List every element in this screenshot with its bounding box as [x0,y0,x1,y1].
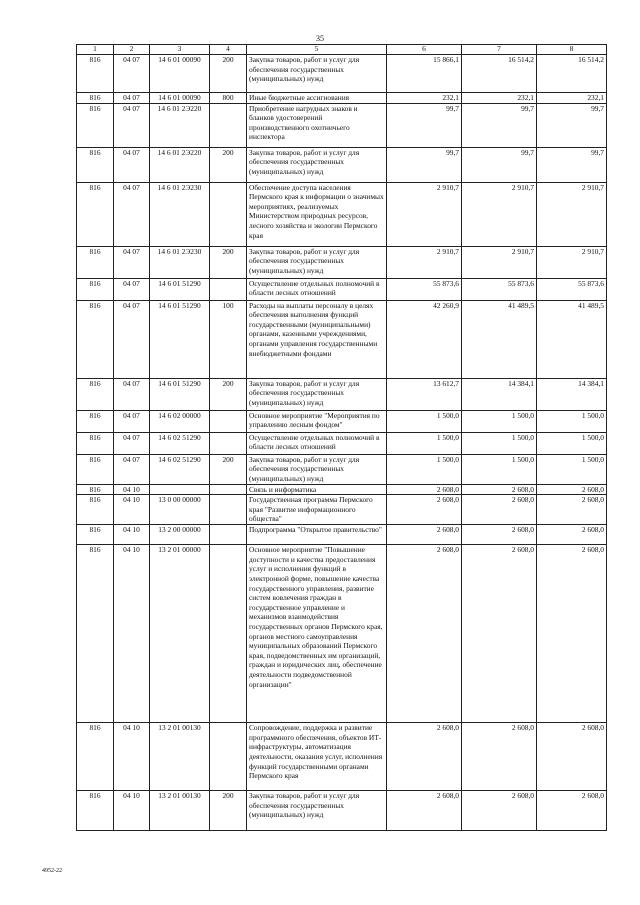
column-header: 4 [210,45,247,55]
expense-type-code: 200 [210,246,247,278]
expense-type-code [210,103,247,147]
document-code: 4952-22 [42,868,62,874]
table-row [77,432,607,454]
target-item-code: 14 6 01 2Э230 [150,182,210,246]
table-row [77,723,607,791]
expense-type-code [210,410,247,432]
budget-holder-code: 816 [77,791,114,831]
expense-type-code: 200 [210,55,247,93]
amount-year-3: 2 608,0 [537,791,607,831]
amount-year-1: 2 910,7 [387,182,462,246]
amount-year-1: 2 608,0 [387,545,462,723]
item-name: Государственная программа Пермского края "Развитие информационного общества" [247,495,387,525]
amount-year-1: 1 500,0 [387,432,462,454]
expense-type-code [210,495,247,525]
amount-year-3: 1 500,0 [537,410,607,432]
section-code: 04 07 [114,147,150,182]
section-code: 04 10 [114,525,150,545]
target-item-code: 14 6 01 2Э230 [150,246,210,278]
amount-year-2: 232,1 [462,93,537,104]
item-name: Закупка товаров, работ и услуг для обеспечения государственных (муниципальных) нужд [247,246,387,278]
table-row [77,278,607,300]
table-row [77,55,607,93]
column-header: 1 [77,45,114,55]
expense-type-code: 200 [210,454,247,484]
amount-year-3: 2 608,0 [537,525,607,545]
target-item-code: 14 6 02 51290 [150,432,210,454]
item-name: Основное мероприятие "Мероприятия по управлению лесным фондом" [247,410,387,432]
section-code: 04 07 [114,246,150,278]
section-code: 04 07 [114,278,150,300]
amount-year-1: 2 608,0 [387,495,462,525]
column-header: 6 [387,45,462,55]
table-row [77,378,607,410]
budget-holder-code: 816 [77,55,114,93]
amount-year-2: 16 514,2 [462,55,537,93]
amount-year-2: 55 873,6 [462,278,537,300]
budget-holder-code: 816 [77,378,114,410]
amount-year-1: 2 910,7 [387,246,462,278]
item-name: Закупка товаров, работ и услуг для обеспечения государственных (муниципальных) нужд [247,454,387,484]
amount-year-2: 41 489,5 [462,300,537,378]
table-row [77,484,607,495]
table-row [77,246,607,278]
table-row [77,410,607,432]
amount-year-2: 2 608,0 [462,525,537,545]
budget-table [76,44,607,831]
amount-year-1: 1 500,0 [387,410,462,432]
section-code: 04 07 [114,432,150,454]
budget-holder-code: 816 [77,93,114,104]
budget-holder-code: 816 [77,278,114,300]
amount-year-1: 15 866,1 [387,55,462,93]
amount-year-2: 99,7 [462,103,537,147]
budget-holder-code: 816 [77,147,114,182]
target-item-code: 14 6 01 51290 [150,300,210,378]
column-header: 5 [247,45,387,55]
amount-year-3: 232,1 [537,93,607,104]
item-name: Закупка товаров, работ и услуг для обеспечения государственных (муниципальных) нужд [247,55,387,93]
amount-year-3: 14 384,1 [537,378,607,410]
table-row [77,791,607,831]
expense-type-code [210,723,247,791]
section-code: 04 10 [114,791,150,831]
expense-type-code [210,545,247,723]
amount-year-3: 1 500,0 [537,454,607,484]
amount-year-1: 2 608,0 [387,484,462,495]
expense-type-code [210,525,247,545]
target-item-code: 14 6 01 51290 [150,278,210,300]
budget-holder-code: 816 [77,410,114,432]
item-name: Основное мероприятие "Повышение доступности и качества предоставления услуг и исполнения функций в электронной форме, повышение качества государственного управления, развитие систем вовлечения граждан в государственное управление и механизмов взаимодействия государственных органов Пермского края, органов местного самоуправления муниципальных образований Пермского края, подведомственных им организаций, граждан и юридических лиц, обеспечение деятельности подведомственной организации" [247,545,387,723]
item-name: Закупка товаров, работ и услуг для обеспечения государственных (муниципальных) нужд [247,378,387,410]
amount-year-3: 55 873,6 [537,278,607,300]
section-code: 04 07 [114,410,150,432]
amount-year-1: 232,1 [387,93,462,104]
budget-holder-code: 816 [77,484,114,495]
budget-holder-code: 816 [77,103,114,147]
expense-type-code: 800 [210,93,247,104]
budget-holder-code: 816 [77,723,114,791]
section-code: 04 07 [114,378,150,410]
amount-year-1: 42 260,9 [387,300,462,378]
section-code: 04 07 [114,55,150,93]
amount-year-2: 2 910,7 [462,182,537,246]
amount-year-2: 2 608,0 [462,484,537,495]
column-header: 3 [150,45,210,55]
budget-holder-code: 816 [77,182,114,246]
amount-year-2: 2 608,0 [462,545,537,723]
section-code: 04 10 [114,495,150,525]
section-code: 04 07 [114,182,150,246]
section-code: 04 07 [114,93,150,104]
amount-year-3: 2 608,0 [537,723,607,791]
amount-year-1: 55 873,6 [387,278,462,300]
budget-holder-code: 816 [77,432,114,454]
table-row [77,103,607,147]
target-item-code: 13 0 00 00000 [150,495,210,525]
expense-type-code: 200 [210,378,247,410]
amount-year-2: 2 608,0 [462,791,537,831]
amount-year-3: 2 608,0 [537,484,607,495]
column-header: 8 [537,45,607,55]
target-item-code: 14 6 01 2Э220 [150,103,210,147]
amount-year-3: 41 489,5 [537,300,607,378]
amount-year-2: 14 384,1 [462,378,537,410]
expense-type-code: 200 [210,791,247,831]
section-code: 04 10 [114,484,150,495]
column-header: 2 [114,45,150,55]
item-name: Подпрограмма "Открытое правительство" [247,525,387,545]
budget-holder-code: 816 [77,454,114,484]
section-code: 04 07 [114,300,150,378]
item-name: Закупка товаров, работ и услуг для обеспечения государственных (муниципальных) нужд [247,791,387,831]
target-item-code: 14 6 01 2Э220 [150,147,210,182]
section-code: 04 10 [114,723,150,791]
section-code: 04 07 [114,103,150,147]
amount-year-1: 13 612,7 [387,378,462,410]
column-number-row [77,45,607,55]
budget-holder-code: 816 [77,495,114,525]
amount-year-3: 2 910,7 [537,182,607,246]
amount-year-2: 1 500,0 [462,432,537,454]
column-header: 7 [462,45,537,55]
item-name: Осуществление отдельных полномочий в области лесных отношений [247,278,387,300]
amount-year-2: 1 500,0 [462,410,537,432]
amount-year-1: 2 608,0 [387,723,462,791]
amount-year-1: 1 500,0 [387,454,462,484]
expense-type-code: 100 [210,300,247,378]
amount-year-3: 2 608,0 [537,495,607,525]
target-item-code: 14 6 01 00090 [150,55,210,93]
amount-year-2: 2 608,0 [462,723,537,791]
budget-holder-code: 816 [77,545,114,723]
budget-holder-code: 816 [77,246,114,278]
amount-year-3: 2 910,7 [537,246,607,278]
budget-holder-code: 816 [77,525,114,545]
table-row [77,182,607,246]
target-item-code: 14 6 02 00000 [150,410,210,432]
target-item-code: 13 2 01 00130 [150,723,210,791]
section-code: 04 07 [114,454,150,484]
amount-year-1: 99,7 [387,103,462,147]
amount-year-2: 99,7 [462,147,537,182]
budget-holder-code: 816 [77,300,114,378]
page-number: 35 [316,34,324,43]
table-row [77,300,607,378]
amount-year-1: 2 608,0 [387,525,462,545]
amount-year-1: 99,7 [387,147,462,182]
target-item-code: 13 2 01 00130 [150,791,210,831]
expense-type-code [210,484,247,495]
amount-year-1: 2 608,0 [387,791,462,831]
target-item-code: 14 6 01 51290 [150,378,210,410]
table-row [77,147,607,182]
item-name: Сопровождение, поддержка и развитие программного обеспечения, объектов ИТ-инфраструктуры, автоматизация деятельности, оказания услуг, исполнения функций государственными органами Пермского края [247,723,387,791]
amount-year-3: 99,7 [537,147,607,182]
item-name: Закупка товаров, работ и услуг для обеспечения государственных (муниципальных) нужд [247,147,387,182]
table-row [77,93,607,104]
expense-type-code [210,278,247,300]
expense-type-code [210,182,247,246]
amount-year-3: 2 608,0 [537,545,607,723]
amount-year-3: 99,7 [537,103,607,147]
item-name: Связь и информатика [247,484,387,495]
amount-year-2: 2 608,0 [462,495,537,525]
item-name: Иные бюджетные ассигнования [247,93,387,104]
target-item-code: 14 6 01 00090 [150,93,210,104]
amount-year-2: 1 500,0 [462,454,537,484]
amount-year-3: 1 500,0 [537,432,607,454]
table-row [77,545,607,723]
table-row [77,454,607,484]
target-item-code: 14 6 02 51290 [150,454,210,484]
expense-type-code [210,432,247,454]
expense-type-code: 200 [210,147,247,182]
item-name: Обеспечение доступа населения Пермского края к информации о значимых мероприятиях, реализуемых Министерством природных ресурсов, лесного хозяйства и экологии Пермского края [247,182,387,246]
amount-year-3: 16 514,2 [537,55,607,93]
target-item-code: 13 2 01 00000 [150,545,210,723]
item-name: Приобретение нагрудных знаков и бланков удостоверений производственного охотничьего инспектора [247,103,387,147]
item-name: Расходы на выплаты персоналу в целях обеспечения выполнения функций государственными (муниципальными) органами, казенными учреждениями, органами управления государственными внебюджетными фондами [247,300,387,378]
table-row [77,525,607,545]
section-code: 04 10 [114,545,150,723]
target-item-code [150,484,210,495]
table-row [77,495,607,525]
amount-year-2: 2 910,7 [462,246,537,278]
item-name: Осуществление отдельных полномочий в области лесных отношений [247,432,387,454]
target-item-code: 13 2 00 00000 [150,525,210,545]
